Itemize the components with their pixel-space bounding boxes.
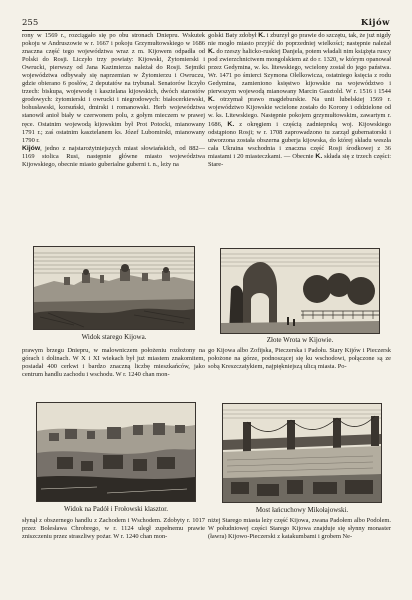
paragraph: prawym brzegu Dniepru, w malowniczem położeniu rozłożony na górach i dolinach. W X i XI wiekach był już miastem znakomitem, posiadał 400 cerkwi i bardzo znaczną liczbę mieszkańców, jako centrum handlu zachodu i wschodu. W r. 1240 chan mon- [22, 347, 205, 379]
paragraph: go Kijowa albo Zofijska, Pieczerska i Padołu. Stary Kijów i Pieczersk położone na górze, podnoszącej się ku wschodowi, połączone są ze sobą Kreszczatykiem, najpiękniejszą ulicą miasta. Po- [208, 347, 391, 371]
text-column-right-middle [208, 347, 391, 404]
running-title: Kijów [360, 18, 390, 28]
engraving-golden-gate [220, 248, 380, 334]
text-column-left-bottom [22, 517, 205, 565]
figure-caption: Widok na Padół i Frołowski klasztor. [64, 505, 168, 513]
figure-caption: Most łańcuchowy Mikołajowski. [255, 506, 349, 514]
engraving-chain-bridge [222, 403, 382, 503]
paragraph-entry-kijow: Kijów, jedno z najstarożytniejszych miast słowiańskich, od 882—1169 stolica Rusi, następnie główne miasto województwa Kijowskiego, obecnie miasto guberialne guberni t. n., leży na [22, 144, 205, 168]
text-column-left-middle [22, 347, 205, 404]
header-rule [22, 30, 390, 31]
engraving-padol [36, 402, 196, 502]
running-head [22, 16, 390, 30]
paragraph: niżej Starego miasta leży część Kijowa, zwana Padołem albo Podolem. W południowej części Starego Kijowa znajduje się słynny monaster (ławra) Kijowo-Pieczerski z katakumbami i grobem Ne- [208, 517, 391, 541]
figure-golden-gate [220, 248, 380, 344]
text-column-right-top [208, 32, 391, 245]
paragraph: słynął z obszernego handlu z Zachodem i Wschodem. Zdobyty r. 1017 przez Bolesława Chrobrego, w r. 1124 uległ zupełnemu prawie zniszczeniu przez straszliwy pożar. W r. 1240 chan mon- [22, 517, 205, 541]
figure-old-kiev [33, 246, 195, 344]
paragraph: rony w 1569 r., rozciągało się po obu stronach Dniepru. Wskutek pokoju w Andruszowie w r. 1667 i pokoju Grzymułtowskiego w 1686 znaczna część tego województwa wraz z m. Kijowem odpadła od Polski do Rosji. Liczyło trzy powiaty: Kijowski, Żytomierski i Owrucki, pierwszy od Jana Kazimierza należał do Rosji. Sejmiki województwa odbywały się naprzemian w Żytomierzu i Owruczu, gdzie obierano 6 posłów, 2 deputatów na trybunał. Senatorów liczyło trzech: biskupa, wojewodę i kasztelana kijowskich, dwóch starostów grodowych: żytomierski i owrucki i niegrodowych: białocerkiewski, bohusławski, korsuński, dmirski i romanowski. Herb województwa stanowił anioł biały w czerwonem polu, z gołym mieczem w prawej ręce. Ostatnim wojewodą kijowskim był Prot Potocki, mianowany 1791 r.; zaś ostatnim kasztelanem ks. Józef Lubomirski, mianowany 1790 r. [22, 32, 205, 144]
engraving-old-kiev [33, 246, 195, 330]
page-number: 255 [22, 18, 39, 28]
figure-padol-monastery [36, 402, 196, 516]
text-column-left-top [22, 32, 205, 245]
figure-caption: Złote Wrota w Kijowie. [266, 336, 334, 344]
figure-chain-bridge [222, 403, 382, 516]
text-column-right-bottom [208, 517, 391, 565]
paragraph: golski Baty zdobył K. i zburzył go prawie do szczętu, tak, że już nigdy nie mogło miasto przyjść do poprzedniej wielkości; następnie należał K. do rzeszy halicko-ruskiej Danjela, potem władali nim książęta ruscy pod zwierzchnictwem mongolskiem aż do r. 1320, w którym opanował przez Gedymina, w. ks. litewskiego, wcielony został do jego państwa. Wr. 1471 po śmierci Szymona Olelkowicza, ostatniego księcia z rodu Gedymina, zamieniono księstwo kijowskie na województwo i pierwszym wojewodą mianowany Marcin Gasztold. W r. 1516 i 1544 K. otrzymał prawo magdeburskie. Na unii lubelskiej 1569 r. województwo Kijowskie wcielone zostało do Korony i oddzielone od w. ks. Litewskiego. Następnie pokojem grzymułtowskim, zawartym r. 1686, K. z okręgiem i częścią zadnieprską woj. Kijowskiego odstąpiono Rosji; w r. 1708 zaprowadzono tu zarząd gubernatorski i utworzona została obszerna guberja kijowska, do której składu weszła cała Ukraina wschodnia i znaczna część Rosji środkowej z 36 miastami i 20 miasteczkami. — Obecnie K. składa się z trzech części: Stare- [208, 32, 391, 168]
figure-caption: Widok starego Kijowa. [81, 333, 147, 341]
